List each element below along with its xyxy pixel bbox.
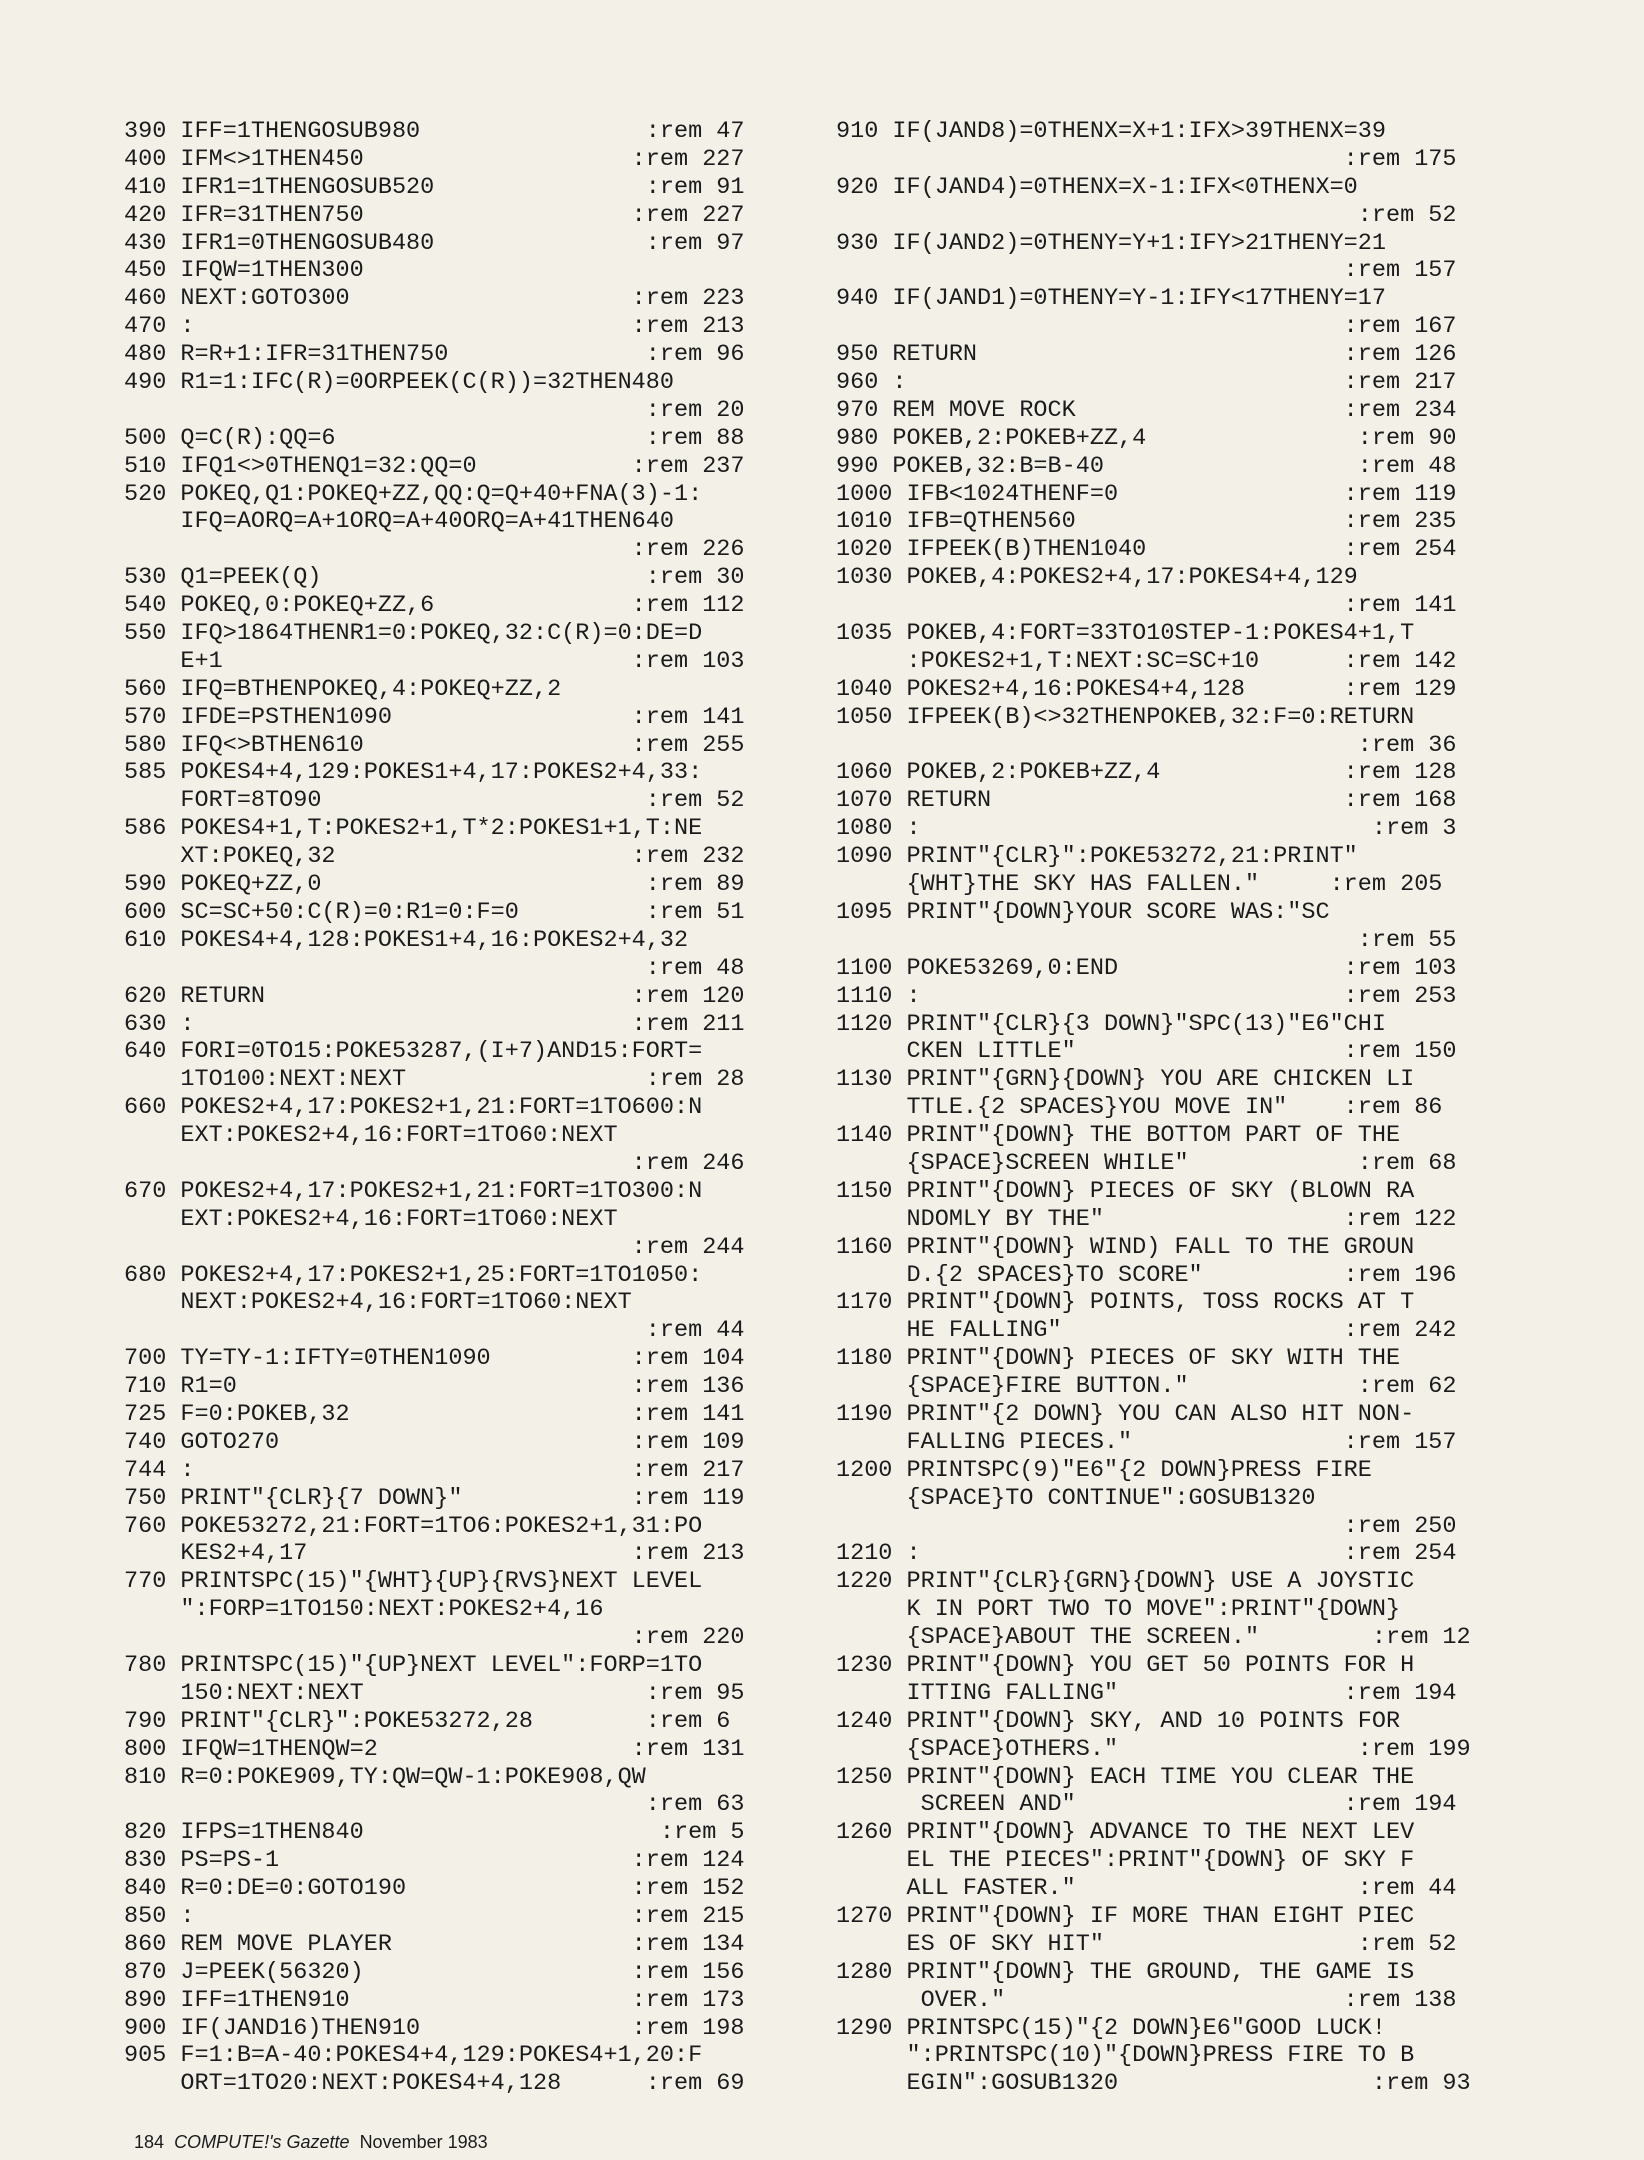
code-line: 1150 PRINT"{DOWN} PIECES OF SKY (BLOWN RA xyxy=(836,1177,1415,1205)
code-line: 1170 PRINT"{DOWN} POINTS, TOSS ROCKS AT T xyxy=(836,1289,1415,1317)
code-line: 990 POKEB,32:B=B-40 :rem 48 xyxy=(836,452,1457,480)
code-line: 510 IFQ1<>0THENQ1=32:QQ=0 :rem 237 xyxy=(124,452,745,480)
code-line: 820 IFPS=1THEN840 :rem 5 xyxy=(124,1819,745,1847)
code-line: HE FALLING" :rem 242 xyxy=(836,1317,1457,1345)
code-line: 1020 IFPEEK(B)THEN1040 :rem 254 xyxy=(836,536,1457,564)
code-line: 890 IFF=1THEN910 :rem 173 xyxy=(124,1986,745,2014)
code-line: 830 PS=PS-1 :rem 124 xyxy=(124,1847,745,1875)
code-line: 150:NEXT:NEXT :rem 95 xyxy=(124,1679,745,1707)
code-line: 1200 PRINTSPC(9)"E6″{2 DOWN}PRESS FIRE xyxy=(836,1456,1372,1484)
code-line: FORT=8TO90 :rem 52 xyxy=(124,787,745,815)
code-line: 1180 PRINT"{DOWN} PIECES OF SKY WITH THE xyxy=(836,1345,1401,1373)
magazine-name: COMPUTE!'s Gazette xyxy=(174,2132,350,2152)
code-line: 1040 POKES2+4,16:POKES4+4,128 :rem 129 xyxy=(836,675,1457,703)
code-line: 980 POKEB,2:POKEB+ZZ,4 :rem 90 xyxy=(836,424,1457,452)
code-line: E+1 :rem 103 xyxy=(124,647,745,675)
code-line: 905 F=1:B=A-40:POKES4+4,129:POKES4+1,20:F xyxy=(124,2042,703,2070)
code-line: :rem 63 xyxy=(124,1791,745,1819)
page-number: 184 xyxy=(134,2132,165,2152)
code-line: :rem 220 xyxy=(124,1624,745,1652)
code-line: :rem 250 xyxy=(836,1512,1457,1540)
code-line: 810 R=0:POKE909,TY:QW=QW-1:POKE908,QW xyxy=(124,1763,646,1791)
code-line: 920 IF(JAND4)=0THENX=X-1:IFX<0THENX=0 xyxy=(836,173,1358,201)
code-line: 1100 POKE53269,0:END :rem 103 xyxy=(836,954,1457,982)
code-line: :rem 44 xyxy=(124,1317,745,1345)
code-line: SCREEN AND" :rem 194 xyxy=(836,1791,1457,1819)
code-line: NEXT:POKES2+4,16:FORT=1TO60:NEXT xyxy=(124,1289,632,1317)
code-line: 550 IFQ>1864THENR1=0:POKEQ,32:C(R)=0:DE=D xyxy=(124,620,703,648)
code-line: 1140 PRINT"{DOWN} THE BOTTOM PART OF THE xyxy=(836,1122,1401,1150)
code-line: :rem 48 xyxy=(124,954,745,982)
code-line: TTLE.{2 SPACES}YOU MOVE IN" :rem 86 xyxy=(836,1094,1443,1122)
code-line: {SPACE}ABOUT THE SCREEN." :rem 12 xyxy=(836,1624,1471,1652)
code-line: ORT=1TO20:NEXT:POKES4+4,128 :rem 69 xyxy=(124,2070,745,2098)
code-line: 1050 IFPEEK(B)<>32THENPOKEB,32:F=0:RETURN xyxy=(836,703,1415,731)
code-line: {SPACE}OTHERS." :rem 199 xyxy=(836,1735,1471,1763)
code-line: {WHT}THE SKY HAS FALLEN." :rem 205 xyxy=(836,871,1443,899)
code-line: 960 : :rem 217 xyxy=(836,369,1457,397)
code-line: 620 RETURN :rem 120 xyxy=(124,982,745,1010)
code-line: :rem 175 xyxy=(836,145,1457,173)
code-line: {SPACE}FIRE BUTTON." :rem 62 xyxy=(836,1373,1457,1401)
code-line: 1110 : :rem 253 xyxy=(836,982,1457,1010)
code-line: 1070 RETURN :rem 168 xyxy=(836,787,1457,815)
code-line: 1270 PRINT"{DOWN} IF MORE THAN EIGHT PIEC xyxy=(836,1903,1415,1930)
code-line: 840 R=0:DE=0:GOTO190 :rem 152 xyxy=(124,1875,745,1903)
code-line: 900 IF(JAND16)THEN910 :rem 198 xyxy=(124,2014,745,2042)
code-line: 430 IFR1=0THENGOSUB480 :rem 97 xyxy=(124,229,745,257)
code-line: 410 IFR1=1THENGOSUB520 :rem 91 xyxy=(124,173,745,201)
code-line: 1080 : :rem 3 xyxy=(836,815,1457,843)
code-line: 1095 PRINT"{DOWN}YOUR SCORE WAS:"SC xyxy=(836,898,1330,926)
code-line: 1000 IFB<1024THENF=0 :rem 119 xyxy=(836,480,1457,508)
code-line: {SPACE}TO CONTINUE":GOSUB1320 xyxy=(836,1484,1316,1512)
code-line: ":PRINTSPC(10)"{DOWN}PRESS FIRE TO B xyxy=(836,2042,1415,2070)
code-line: 1160 PRINT"{DOWN} WIND) FALL TO THE GROUN xyxy=(836,1233,1415,1261)
issue-date: November 1983 xyxy=(359,2132,488,2152)
code-line: :rem 55 xyxy=(836,926,1457,954)
code-line: 700 TY=TY-1:IFTY=0THEN1090 :rem 104 xyxy=(124,1345,745,1373)
code-line: 600 SC=SC+50:C(R)=0:R1=0:F=0 :rem 51 xyxy=(124,898,745,926)
code-line: 750 PRINT"{CLR}{7 DOWN}" :rem 119 xyxy=(124,1484,745,1512)
code-line: 710 R1=0 :rem 136 xyxy=(124,1373,745,1401)
code-line: EGIN":GOSUB1320 :rem 93 xyxy=(836,2070,1471,2098)
code-line: 760 POKE53272,21:FORT=1TO6:POKES2+1,31:PO xyxy=(124,1512,703,1540)
code-line: 1250 PRINT"{DOWN} EACH TIME YOU CLEAR THE xyxy=(836,1763,1415,1791)
code-line: 1030 POKEB,4:POKES2+4,17:POKES4+4,129 xyxy=(836,564,1358,592)
code-line: 400 IFM<>1THEN450 :rem 227 xyxy=(124,145,745,173)
code-line: 480 R=R+1:IFR=31THEN750 :rem 96 xyxy=(124,341,745,369)
listing-right-column xyxy=(836,118,1526,2098)
code-line: :rem 36 xyxy=(836,731,1457,759)
code-line: IFQ=AORQ=A+1ORQ=A+40ORQ=A+41THEN640 xyxy=(124,508,674,536)
code-line: :rem 52 xyxy=(836,201,1457,229)
code-line: 670 POKES2+4,17:POKES2+1,21:FORT=1TO300:N xyxy=(124,1177,703,1205)
code-line: D.{2 SPACES}TO SCORE" :rem 196 xyxy=(836,1261,1457,1289)
code-line: 950 RETURN :rem 126 xyxy=(836,341,1457,369)
code-line: CKEN LITTLE" :rem 150 xyxy=(836,1038,1457,1066)
listing-left-column xyxy=(124,118,814,2098)
code-line: EXT:POKES2+4,16:FORT=1TO60:NEXT xyxy=(124,1122,618,1150)
code-line: 725 F=0:POKEB,32 :rem 141 xyxy=(124,1400,745,1428)
code-line: 580 IFQ<>BTHEN610 :rem 255 xyxy=(124,731,745,759)
code-line: :rem 244 xyxy=(124,1233,745,1261)
code-line: 460 NEXT:GOTO300 :rem 223 xyxy=(124,285,745,313)
code-line: 770 PRINTSPC(15)"{WHT}{UP}{RVS}NEXT LEVEL xyxy=(124,1568,703,1596)
code-line: 780 PRINTSPC(15)"{UP}NEXT LEVEL":FORP=1TO xyxy=(124,1651,703,1679)
code-line: 930 IF(JAND2)=0THENY=Y+1:IFY>21THENY=21 xyxy=(836,229,1386,257)
code-line: FALLING PIECES." :rem 157 xyxy=(836,1428,1457,1456)
code-line: 970 REM MOVE ROCK :rem 234 xyxy=(836,396,1457,424)
code-line: 850 : :rem 215 xyxy=(124,1903,745,1930)
code-line: :rem 141 xyxy=(836,592,1457,620)
code-line: :rem 167 xyxy=(836,313,1457,341)
code-line: 1130 PRINT"{GRN}{DOWN} YOU ARE CHICKEN LI xyxy=(836,1066,1415,1094)
code-line: 660 POKES2+4,17:POKES2+1,21:FORT=1TO600:N xyxy=(124,1094,703,1122)
code-line: 870 J=PEEK(56320) :rem 156 xyxy=(124,1958,745,1986)
code-line: 1060 POKEB,2:POKEB+ZZ,4 :rem 128 xyxy=(836,759,1457,787)
code-line: 940 IF(JAND1)=0THENY=Y-1:IFY<17THENY=17 xyxy=(836,285,1386,313)
code-line: 420 IFR=31THEN750 :rem 227 xyxy=(124,201,745,229)
code-line: 470 : :rem 213 xyxy=(124,313,745,341)
code-line: 740 GOTO270 :rem 109 xyxy=(124,1428,745,1456)
code-line: {SPACE}SCREEN WHILE" :rem 68 xyxy=(836,1149,1457,1177)
code-line: 390 IFF=1THENGOSUB980 :rem 47 xyxy=(124,118,745,145)
code-line: 800 IFQW=1THENQW=2 :rem 131 xyxy=(124,1735,745,1763)
code-line: ITTING FALLING" :rem 194 xyxy=(836,1679,1457,1707)
code-line: 1190 PRINT"{2 DOWN} YOU CAN ALSO HIT NON- xyxy=(836,1400,1415,1428)
code-line: 790 PRINT"{CLR}":POKE53272,28 :rem 6 xyxy=(124,1707,731,1735)
page-footer xyxy=(134,2132,488,2153)
code-line: 500 Q=C(R):QQ=6 :rem 88 xyxy=(124,424,745,452)
code-line: 560 IFQ=BTHENPOKEQ,4:POKEQ+ZZ,2 xyxy=(124,675,562,703)
code-line: OVER." :rem 138 xyxy=(836,1986,1457,2014)
code-line: 610 POKES4+4,128:POKES1+4,16:POKES2+4,32 xyxy=(124,926,689,954)
code-line: 585 POKES4+4,129:POKES1+4,17:POKES2+4,33: xyxy=(124,759,703,787)
code-line: 744 : :rem 217 xyxy=(124,1456,745,1484)
code-line: K IN PORT TWO TO MOVE":PRINT"{DOWN} xyxy=(836,1596,1401,1624)
code-line: KES2+4,17 :rem 213 xyxy=(124,1540,745,1568)
code-line: 910 IF(JAND8)=0THENX=X+1:IFX>39THENX=39 xyxy=(836,118,1386,145)
code-line: 1210 : :rem 254 xyxy=(836,1540,1457,1568)
code-line: 1230 PRINT"{DOWN} YOU GET 50 POINTS FOR H xyxy=(836,1651,1415,1679)
code-line: 570 IFDE=PSTHEN1090 :rem 141 xyxy=(124,703,745,731)
code-line: EL THE PIECES":PRINT"{DOWN} OF SKY F xyxy=(836,1847,1415,1875)
code-line: 530 Q1=PEEK(Q) :rem 30 xyxy=(124,564,745,592)
code-line: :rem 246 xyxy=(124,1149,745,1177)
code-line: 630 : :rem 211 xyxy=(124,1010,745,1038)
code-line: 586 POKES4+1,T:POKES2+1,T*2:POKES1+1,T:NE xyxy=(124,815,703,843)
code-line: XT:POKEQ,32 :rem 232 xyxy=(124,843,745,871)
code-line: 590 POKEQ+ZZ,0 :rem 89 xyxy=(124,871,745,899)
code-line: :rem 157 xyxy=(836,257,1457,285)
code-line: 450 IFQW=1THEN300 xyxy=(124,257,364,285)
code-line: EXT:POKES2+4,16:FORT=1TO60:NEXT xyxy=(124,1205,618,1233)
code-line: 640 FORI=0TO15:POKE53287,(I+7)AND15:FORT= xyxy=(124,1038,703,1066)
code-line: :rem 20 xyxy=(124,396,745,424)
code-line: :rem 226 xyxy=(124,536,745,564)
code-line: ":FORP=1TO150:NEXT:POKES2+4,16 xyxy=(124,1596,604,1624)
code-line: 860 REM MOVE PLAYER :rem 134 xyxy=(124,1930,745,1958)
code-line: 540 POKEQ,0:POKEQ+ZZ,6 :rem 112 xyxy=(124,592,745,620)
code-line: 680 POKES2+4,17:POKES2+1,25:FORT=1TO1050: xyxy=(124,1261,703,1289)
code-line: 1240 PRINT"{DOWN} SKY, AND 10 POINTS FOR xyxy=(836,1707,1401,1735)
code-line: 1035 POKEB,4:FORT=33TO10STEP-1:POKES4+1,T xyxy=(836,620,1415,648)
code-line: 1260 PRINT"{DOWN} ADVANCE TO THE NEXT LEV xyxy=(836,1819,1415,1847)
code-line: :POKES2+1,T:NEXT:SC=SC+10 :rem 142 xyxy=(836,647,1457,675)
code-line: 490 R1=1:IFC(R)=0ORPEEK(C(R))=32THEN480 xyxy=(124,369,674,397)
code-line: 1120 PRINT"{CLR}{3 DOWN}"SPC(13)"E6″CHI xyxy=(836,1010,1386,1038)
code-line: ALL FASTER." :rem 44 xyxy=(836,1875,1457,1903)
code-line: 1290 PRINTSPC(15)"{2 DOWN}E6″GOOD LUCK! xyxy=(836,2014,1386,2042)
code-line: 1010 IFB=QTHEN560 :rem 235 xyxy=(836,508,1457,536)
code-line: ES OF SKY HIT" :rem 52 xyxy=(836,1930,1457,1958)
code-line: 1TO100:NEXT:NEXT :rem 28 xyxy=(124,1066,745,1094)
code-line: 520 POKEQ,Q1:POKEQ+ZZ,QQ:Q=Q+40+FNA(3)-1: xyxy=(124,480,703,508)
code-line: 1280 PRINT"{DOWN} THE GROUND, THE GAME IS xyxy=(836,1958,1415,1986)
code-line: 1220 PRINT"{CLR}{GRN}{DOWN} USE A JOYSTIC xyxy=(836,1568,1415,1596)
code-line: NDOMLY BY THE" :rem 122 xyxy=(836,1205,1457,1233)
code-line: 1090 PRINT"{CLR}":POKE53272,21:PRINT" xyxy=(836,843,1358,871)
